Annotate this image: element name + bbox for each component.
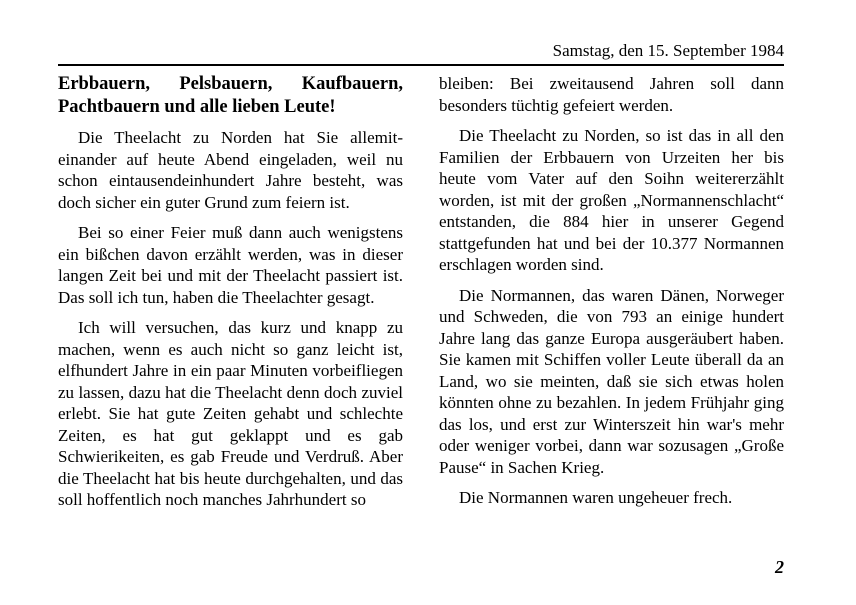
article-headline: Erbbauern, Pelsbauern, Kaufbauern, Pachtbauern und alle lieben Leute!	[58, 74, 403, 117]
paragraph: Bei so einer Feier muß dann auch wenigstens ein bißchen davon erzählt werden, was in dieser langen Zeit bei und mit der Theelacht passiert ist. Das soll ich tun, haben die Theelachter gesagt.	[58, 223, 403, 307]
header-rule	[58, 64, 784, 66]
paragraph: Ich will versuchen, das kurz und knapp zu machen, wenn es auch nicht so ganz leicht ist, elfhundert Jahre in ein paar Minuten vorbeifliegen zu lassen, dazu hat die Theelacht denn doch zuviel erlebt. Sie hat gute Zeiten gehabt und schlechte Zeiten, es hat gut geklappt und es gab Schwierikeiten, es gab Freude und Verdruß. Aber die Theelacht hat bis heute durchgehalten, und das soll hoffentlich noch manches Jahrhundert so	[58, 318, 403, 509]
paragraph: Die Normannen, das waren Dänen, Norweger und Schweden, die von 793 an einige hundert Jahre lang das ganze Europa ausgeräubert haben. Sie kamen mit Schiffen voller Leute überall da an Land, wo sie meinten, daß sie sich etwas holen könnten ohne zu bezahlen. In jedem Frühjahr ging das los, und erst zur Winterszeit hin war's mehr oder weniger vorbei, dann war sozusagen „Große Pause“ in Sachen Krieg.	[439, 285, 784, 477]
paragraph-continuation: bleiben: Bei zweitausend Jahren soll dann besonders tüchtig gefeiert werden.	[439, 74, 784, 115]
page-number: 2	[775, 557, 784, 577]
right-column	[439, 73, 784, 518]
paragraph: Die Theelacht zu Norden hat Sie allemiteinander auf heute Abend eingeladen, weil nu schon eintausendeinhundert Jahre besteht, was doch sicher ein guter Grund zum feiern ist.	[58, 128, 403, 212]
paragraph: Die Normannen waren ungeheuer frech.	[459, 488, 733, 507]
page-header-date: Samstag, den 15. September 1984	[552, 41, 784, 60]
paragraph: Die Theelacht zu Norden, so ist das in all den Familien der Erbbauern von Urzeiten her bis heute vom Vater auf den Soihn weitererzählt worden, ist mit der großen „Normannenschlacht“ entstanden, die 884 hier in unserer Gegend stattgefunden hat und bei der 10.377 Normannen erschlagen worden sind.	[439, 126, 784, 274]
left-column	[58, 73, 403, 520]
